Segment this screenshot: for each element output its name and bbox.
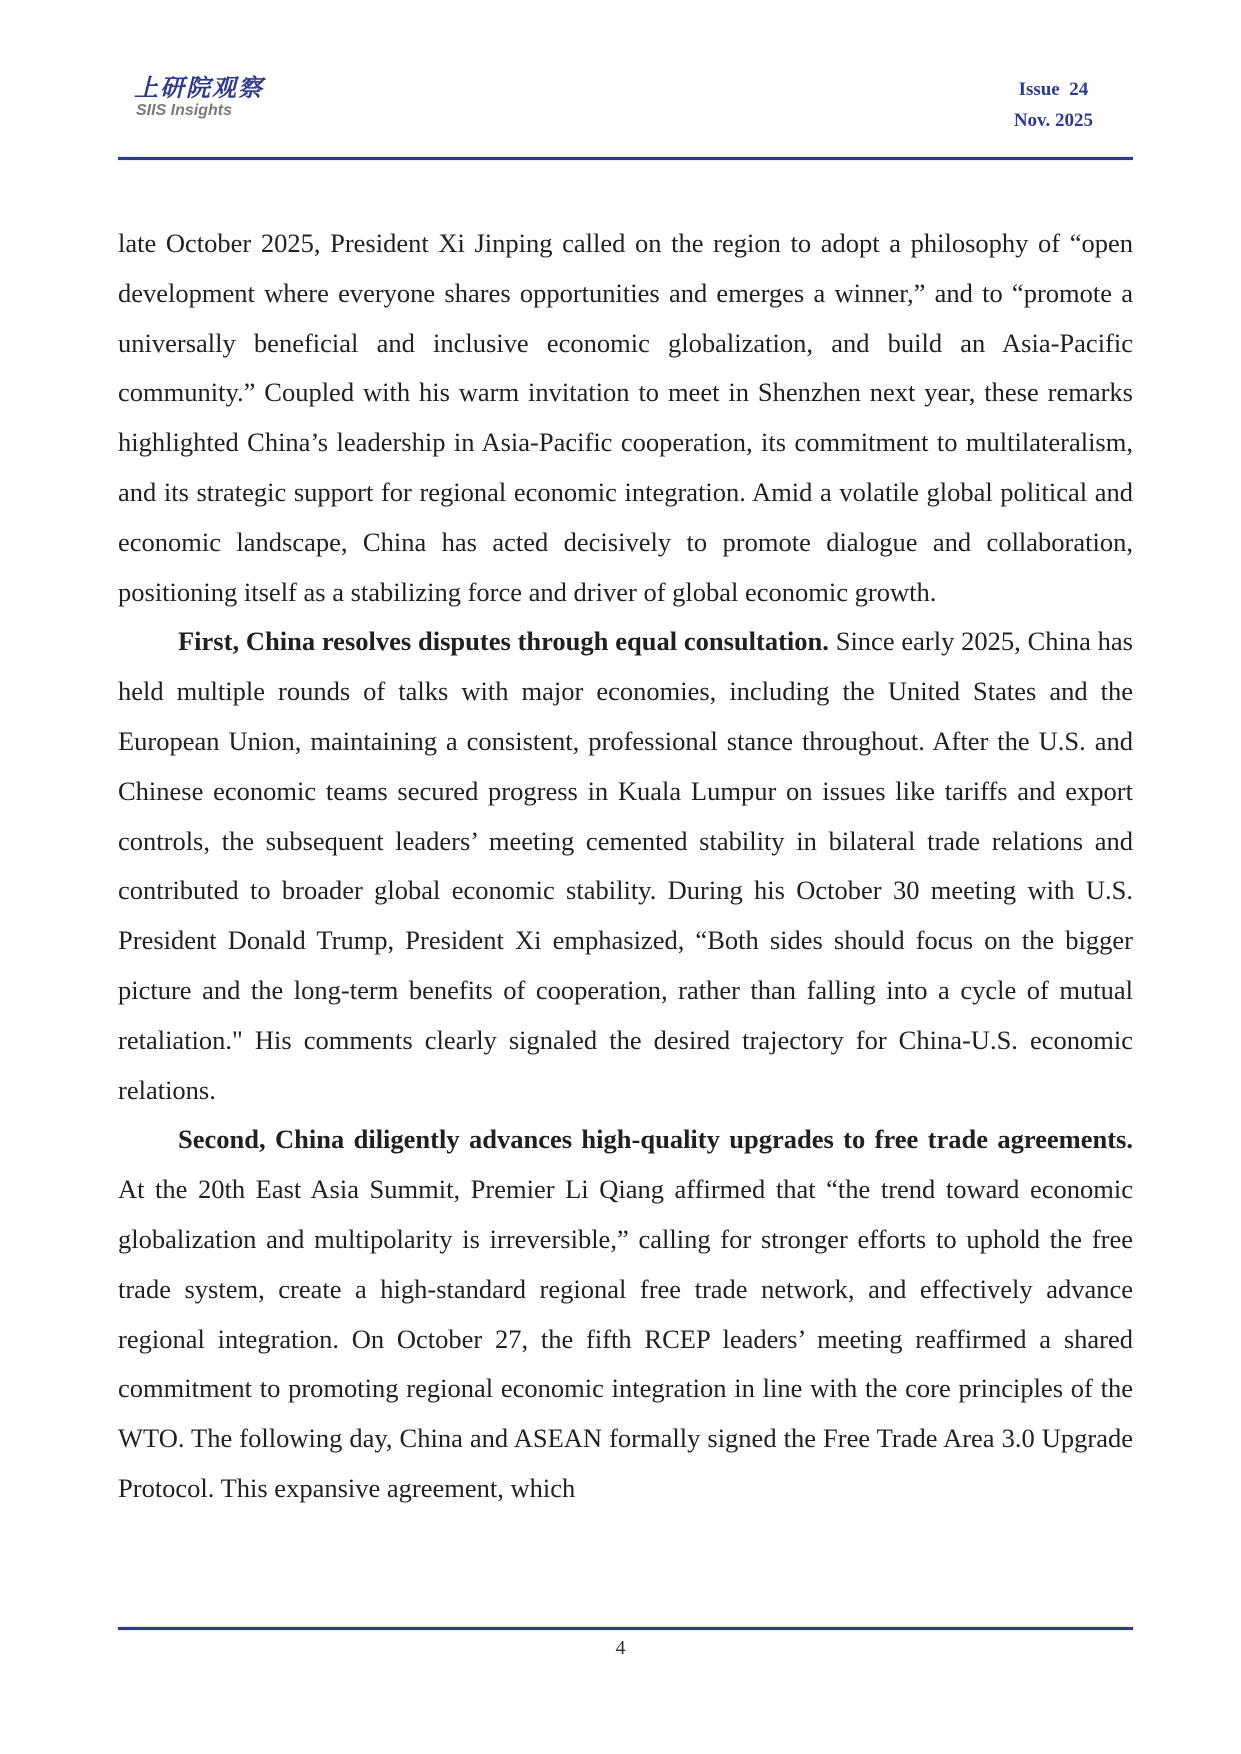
paragraph-text-first: Since early 2025, China has held multiple rounds of talks with major economies, including the United States and the European Union, maintaining a consistent, professional stance throughout. After the U.S. and Chinese economic teams secured progress in Kuala Lumpur on issues like tariffs and export controls, the subsequent leaders’ meeting cemented stability in bilateral trade relations and contributed to broader global economic stability. During his October 30 meeting with U.S. President Donald Trump, President Xi emphasized, “Both sides should focus on the bigger picture and the long-term benefits of cooperation, rather than falling into a cycle of mutual retaliation." His comments clearly signaled the desired trajectory for China-U.S. economic relations. bbox=[118, 626, 1133, 1105]
article-body bbox=[118, 219, 1133, 1514]
publication-logo bbox=[134, 74, 264, 120]
footer-divider bbox=[118, 1627, 1133, 1630]
logo-english-title: SIIS Insights bbox=[136, 102, 233, 119]
paragraph-first-point bbox=[118, 617, 1133, 1115]
issue-info bbox=[1014, 74, 1093, 136]
paragraph-heading-first: First, China resolves disputes through equal consultation. bbox=[178, 626, 829, 657]
paragraph-second-point bbox=[118, 1115, 1133, 1513]
header-divider bbox=[118, 157, 1133, 160]
paragraph-intro-continued: late October 2025, President Xi Jinping called on the region to adopt a philosophy of “open development where everyone shares opportunities and emerges a winner,” and to “promote a universally beneficial and inclusive economic globalization, and build an Asia-Pacific community.” Coupled with his warm invitation to meet in Shenzhen next year, these remarks highlighted China’s leadership in Asia-Pacific cooperation, its commitment to multilateralism, and its strategic support for regional economic integration. Amid a volatile global political and economic landscape, China has acted decisively to promote dialogue and collaboration, positioning itself as a stabilizing force and driver of global economic growth. bbox=[118, 228, 1133, 607]
page-number: 4 bbox=[615, 1637, 626, 1659]
paragraph-text-second: At the 20th East Asia Summit, Premier Li Qiang affirmed that “the trend toward economic globalization and multipolarity is irreversible,” calling for stronger efforts to uphold the free trade system, create a high-standard regional free trade network, and effectively advance regional integration. On October 27, the fifth RCEP leaders’ meeting reaffirmed a shared commitment to promoting regional economic integration in line with the core principles of the WTO. The following day, China and ASEAN formally signed the Free Trade Area 3.0 Upgrade Protocol. This expansive agreement, which bbox=[118, 1174, 1133, 1503]
issue-date: Nov. 2025 bbox=[1013, 110, 1093, 131]
logo-chinese-title: 上研院观察 bbox=[134, 73, 264, 102]
paragraph-heading-second: Second, China diligently advances high-quality upgrades to free trade agreements. bbox=[178, 1124, 1133, 1155]
issue-number: Issue 24 bbox=[1018, 79, 1089, 100]
